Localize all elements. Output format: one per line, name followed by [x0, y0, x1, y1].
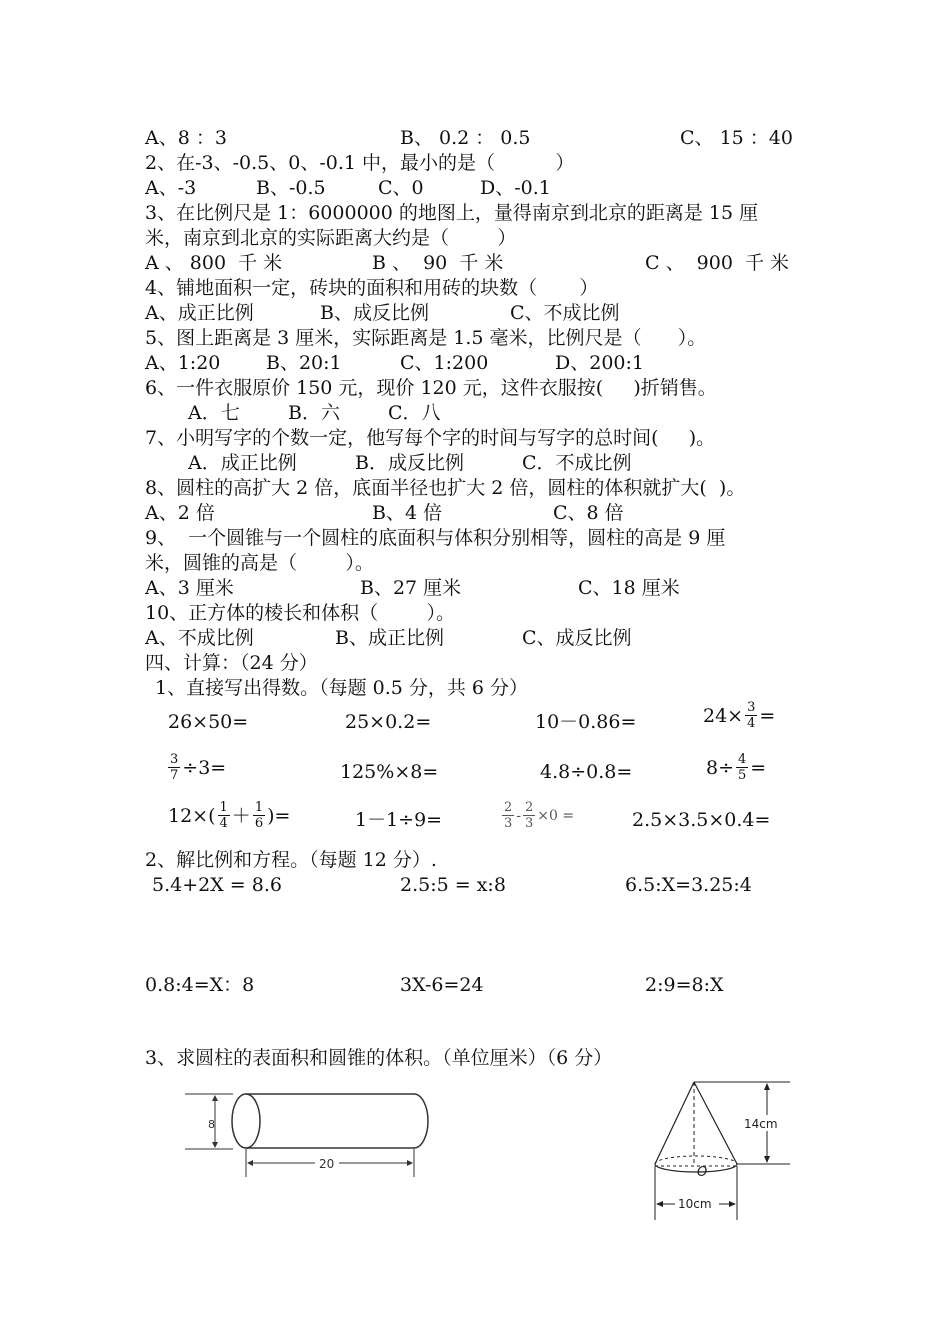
q6-stem: 6、一件衣服原价 150 元，现价 120 元，这件衣服按( )折销售。 — [145, 377, 717, 399]
q10-option-c: C、成反比例 — [522, 627, 632, 649]
q1-option-c: C、 15 ：40 — [680, 127, 793, 149]
calc-11: $\frac{2}{3}$ - $\frac{2}{3}$ ×0 = — [504, 800, 575, 831]
calc-1: 26×50= — [168, 711, 249, 733]
q2-option-d: D、-0.1 — [480, 177, 551, 199]
calc-9: 12×( $\frac{1}{4}$ ＋ $\frac{1}{6}$ )= — [168, 800, 291, 831]
q10-stem: 10、正方体的棱长和体积（ ）。 — [145, 602, 455, 624]
q5-option-a: A、1:20 — [145, 352, 221, 374]
q9-option-b: B、27 厘米 — [360, 577, 462, 599]
q4-option-b: B、成反比例 — [320, 302, 429, 324]
q10-option-b: B、成正比例 — [335, 627, 444, 649]
q9-option-c: C、18 厘米 — [578, 577, 680, 599]
fraction: $\frac{3}{7}$ — [170, 752, 179, 783]
calc-10: 1－1÷9= — [355, 809, 443, 831]
fraction: $\frac{3}{4}$ — [747, 700, 756, 731]
cylinder-length-label: 20 — [319, 1157, 335, 1171]
q3-option-c: C 、 900 千 米 — [645, 252, 790, 274]
fraction: $\frac{2}{3}$ — [525, 800, 534, 831]
q2-option-b: B、-0.5 — [256, 177, 326, 199]
calc-5: $\frac{3}{7}$ ÷3= — [170, 752, 227, 783]
calc-7: 4.8÷0.8= — [540, 761, 633, 783]
calc-2: 25×0.2= — [345, 711, 432, 733]
cone-center-label: O — [697, 1165, 708, 1180]
equation-1: 5.4+2X = 8.6 — [152, 874, 282, 896]
q1-option-a: A、8 ：3 — [145, 127, 227, 149]
q2-option-a: A、-3 — [145, 177, 197, 199]
q1-option-b: B、 0.2 ： 0.5 — [400, 127, 531, 149]
fraction: $\frac{1}{6}$ — [254, 800, 264, 831]
q10-option-a: A、不成比例 — [145, 627, 254, 649]
cone-figure — [645, 1078, 795, 1228]
q5-stem: 5、图上距离是 3 厘米，实际距离是 1.5 毫米，比例尺是（ ）。 — [145, 327, 707, 349]
q9-stem-line2: 米，圆锥的高是（ ）。 — [145, 552, 374, 574]
q2-option-c: C、0 — [378, 177, 424, 199]
q6-option-c: C．八 — [388, 402, 441, 424]
q8-stem: 8、圆柱的高扩大 2 倍，底面半径也扩大 2 倍，圆柱的体积就扩大( )。 — [145, 477, 746, 499]
calc-4: 24× $\frac{3}{4}$ = — [703, 700, 776, 731]
q5-option-d: D、200:1 — [555, 352, 644, 374]
calc-8: 8÷ $\frac{4}{5}$ = — [706, 752, 767, 783]
q6-option-a: A．七 — [188, 402, 240, 424]
cone-diameter-label: 10cm — [678, 1197, 712, 1211]
q9-stem-line1: 9、 一个圆锥与一个圆柱的底面积与体积分别相等，圆柱的高是 9 厘 — [145, 527, 726, 549]
q5-option-c: C、1:200 — [400, 352, 489, 374]
q9-option-a: A、3 厘米 — [145, 577, 234, 599]
section-4-sub3: 3、求圆柱的表面积和圆锥的体积。（单位厘米）（6 分） — [145, 1047, 613, 1069]
q7-option-a: A．成正比例 — [188, 452, 297, 474]
q7-option-c: C．不成比例 — [522, 452, 632, 474]
section-4-title: 四、计算：（24 分） — [145, 652, 318, 674]
q7-stem: 7、小明写字的个数一定，他写每个字的时间与写字的总时间( )。 — [145, 427, 716, 449]
q3-option-b: B 、 90 千 米 — [372, 252, 504, 274]
q8-option-c: C、8 倍 — [553, 502, 624, 524]
q4-stem: 4、铺地面积一定，砖块的面积和用砖的块数（ ） — [145, 277, 599, 299]
calc-3: 10－0.86= — [535, 711, 637, 733]
q8-option-b: B、4 倍 — [372, 502, 443, 524]
q5-option-b: B、20:1 — [266, 352, 342, 374]
calc-12: 2.5×3.5×0.4= — [632, 809, 771, 831]
calc-6: 125%×8= — [340, 761, 439, 783]
q8-option-a: A、2 倍 — [145, 502, 215, 524]
q6-option-b: B．六 — [288, 402, 340, 424]
equation-2: 2.5:5 = x:8 — [400, 874, 506, 896]
equation-3: 6.5:X=3.25:4 — [625, 874, 752, 896]
equation-5: 3X-6=24 — [400, 974, 484, 996]
equation-6: 2:9=8:X — [645, 974, 724, 996]
section-4-sub2: 2、解比例和方程。（每题 12 分）. — [145, 849, 437, 871]
cone-height-label: 14cm — [744, 1117, 778, 1131]
q3-option-a: A 、 800 千 米 — [145, 252, 283, 274]
cylinder-figure — [180, 1085, 440, 1180]
fraction: $\frac{1}{4}$ — [219, 800, 228, 831]
section-4-sub1: 1、直接写出得数。（每题 0.5 分，共 6 分） — [155, 677, 529, 699]
q3-stem-line1: 3、在比例尺是 1：6000000 的地图上，量得南京到北京的距离是 15 厘 — [145, 202, 759, 224]
q4-option-a: A、成正比例 — [145, 302, 254, 324]
cylinder-height-label: 8 — [208, 1118, 215, 1131]
fraction: $\frac{2}{3}$ — [504, 800, 513, 831]
fraction: $\frac{4}{5}$ — [738, 752, 747, 783]
equation-4: 0.8:4=X：8 — [145, 974, 255, 996]
q3-stem-line2: 米，南京到北京的实际距离大约是（ ） — [145, 227, 517, 249]
q4-option-c: C、不成比例 — [510, 302, 620, 324]
q7-option-b: B．成反比例 — [355, 452, 464, 474]
q2-stem: 2、在-3、-0.5、0、-0.1 中，最小的是（ ） — [145, 152, 575, 174]
